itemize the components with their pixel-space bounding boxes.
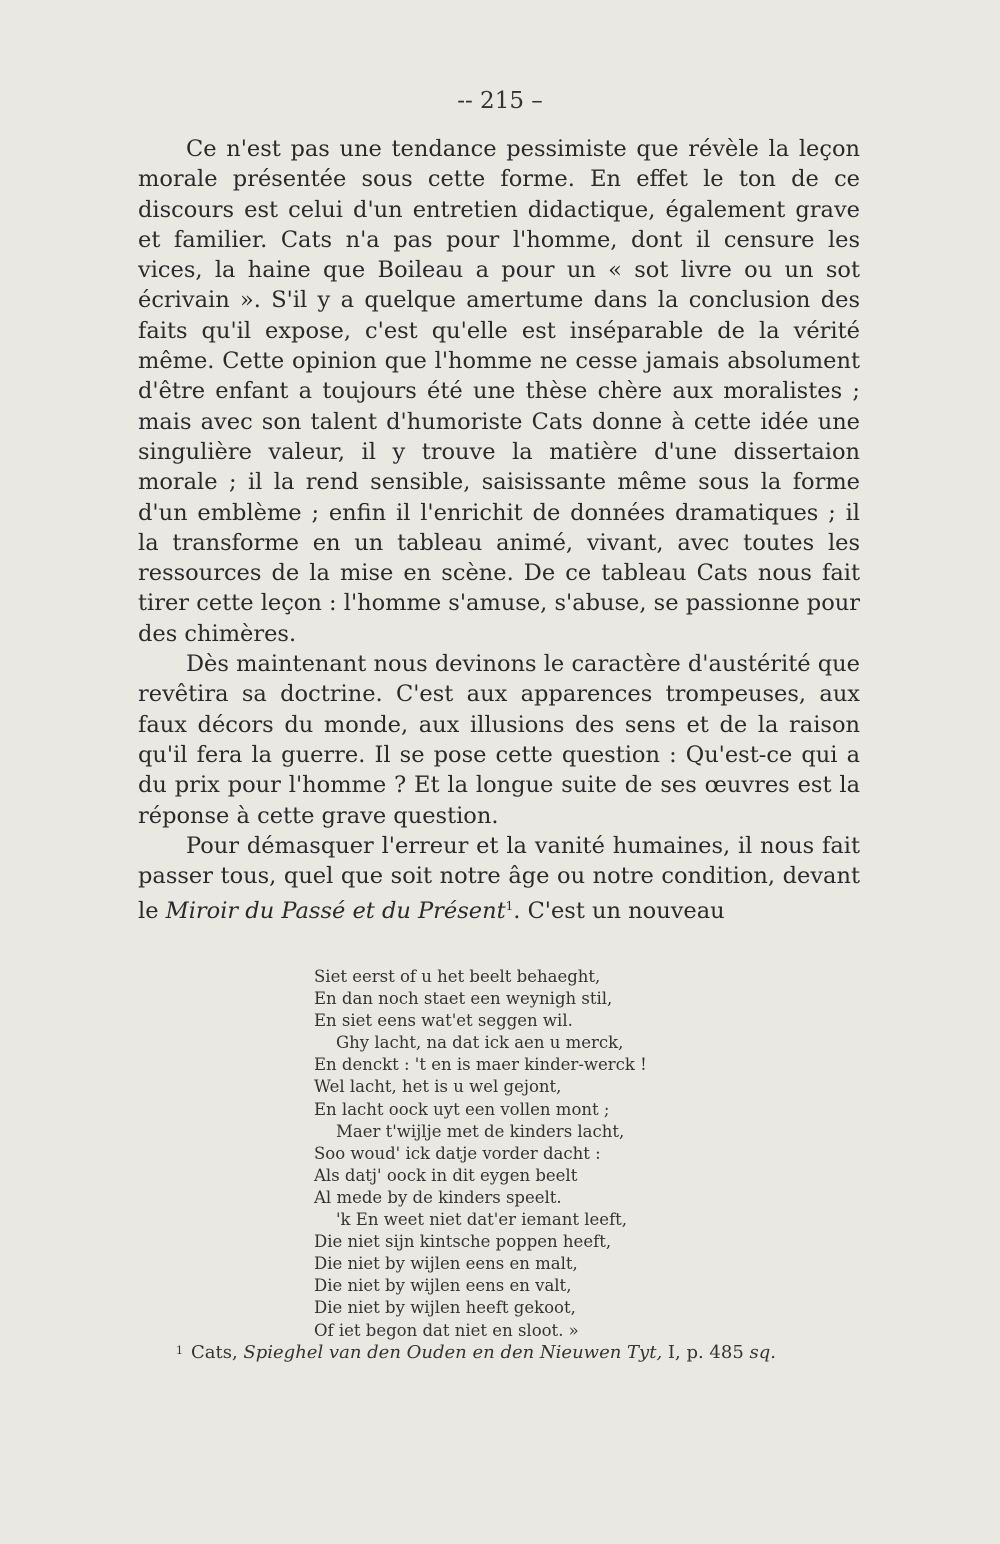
footnote-title: Spieghel van den Ouden en den Nieuwen Tyt, (243, 1342, 663, 1363)
verse-line: En siet eens wat'et seggen wil. (314, 1011, 573, 1031)
body-text (138, 134, 860, 927)
footnote-reference[interactable]: 1 (505, 899, 514, 914)
verse-line: Wel lacht, het is u wel gejont, (314, 1077, 562, 1097)
verse-line: Of iet begon dat niet en sloot. » (314, 1320, 579, 1340)
verse-line: En denckt : 't en is maer kinder-werck ! (314, 1055, 647, 1075)
footnote (176, 1342, 876, 1363)
verse-line: Die niet by wijlen eens en valt, (314, 1276, 572, 1296)
verse-line: En dan noch staet een weynigh stil, (314, 989, 613, 1009)
verse-line: Al mede by de kinders speelt. (314, 1187, 562, 1207)
verse-line: Siet eerst of u het beelt behaeght, (314, 967, 601, 986)
verse-line: En lacht oock uyt een vollen mont ; (314, 1099, 610, 1119)
paragraph-3 (138, 831, 860, 927)
paragraph-3-text-before: Pour démasquer l'erreur et la vanité humaines, il nous fait passer tous, quel que soit notre âge ou notre condition, devant le (138, 832, 860, 925)
verse-line: Die niet by wijlen eens en malt, (314, 1254, 578, 1274)
footnote-marker: 1 (176, 1344, 183, 1357)
verse-line: Die niet sijn kintsche poppen heeft, (314, 1232, 612, 1252)
footnote-citation: I, p. 485 (662, 1342, 750, 1363)
page-number: -- 215 – (457, 88, 543, 114)
verse-line: Die niet by wijlen heeft gekoot, (314, 1298, 576, 1318)
verse-line: 'k En weet niet dat'er iemant leeft, (336, 1210, 628, 1230)
paragraph-1: Ce n'est pas une tendance pessimiste que révèle la leçon morale présentée sous cette forme. En effet le ton de ce discours est celui d'un entretien didactique, également grave et familier. Cats n'a pas pour l'homme, dont il censure les vices, la haine que Boileau a pour un « sot livre ou un sot écrivain ». S'il y a quelque amertume dans la conclusion des faits qu'il expose, c'est qu'elle est inséparable de la vérité même. Cette opinion que l'homme ne cesse jamais absolument d'être enfant a toujours été une thèse chère aux moralistes ; mais avec son talent d'humoriste Cats donne à cette idée une singulière valeur, il y trouve la matière d'une dissertaion morale ; il la rend sensible, saisissante même sous la forme d'un emblème ; enfin il l'enrichit de données dramatiques ; il la transforme en un tableau animé, vivant, avec toutes les ressources de la mise en scène. De ce tableau Cats nous fait tirer cette leçon : l'homme s'amuse, s'abuse, se passionne pour des chimères. (138, 136, 860, 647)
verse-line: Maer t'wijlje met de kinders lacht, (336, 1121, 625, 1141)
footnote-sq: sq. (749, 1342, 776, 1363)
paragraph-2: Dès maintenant nous devinons le caractère d'austérité que revêtira sa doctrine. C'est aux apparences trompeuses, aux faux décors du monde, aux illusions des sens et de la raison qu'il fera la guerre. Il se pose cette question : Qu'est-ce qui a du prix pour l'homme ? Et la longue suite de ses œuvres est la réponse à cette grave question. (138, 651, 860, 829)
book-title: Miroir du Passé et du Présent (165, 898, 506, 925)
verse-line: Soo woud' ick datje vorder dacht : (314, 1143, 601, 1163)
verse-quotation (314, 966, 814, 1342)
verse-line: Ghy lacht, na dat ick aen u merck, (336, 1033, 624, 1053)
verse-line: Als datj' oock in dit eygen beelt (314, 1165, 578, 1185)
paragraph-3-text-after: . C'est un nouveau (513, 898, 725, 925)
footnote-author: Cats, (191, 1342, 244, 1363)
